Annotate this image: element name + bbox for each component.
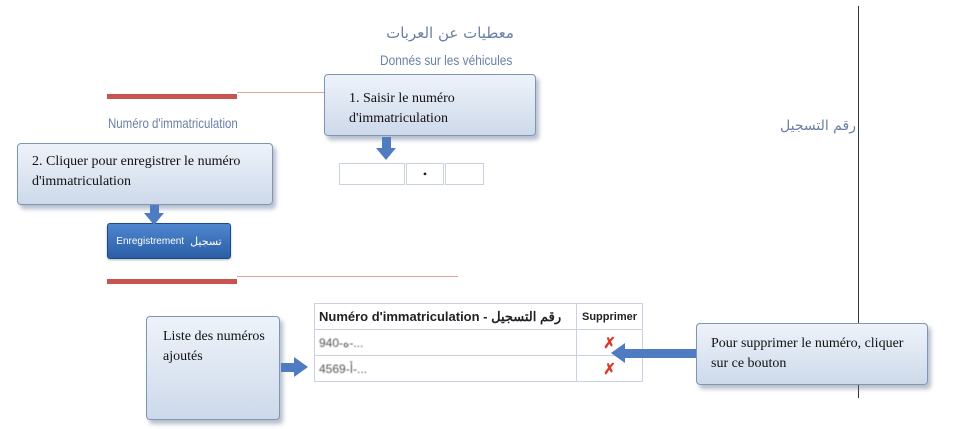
plate-numbers-table (314, 303, 643, 382)
delete-icon[interactable]: ✗ (577, 356, 643, 382)
column-header-delete: Supprimer (577, 304, 643, 330)
callout-delete-number (696, 323, 928, 385)
arrow-down-head-icon-2 (144, 213, 164, 225)
arrow-right-head-icon (294, 357, 308, 377)
callout-delete-number-text: Pour supprimer le numéro, cliquer sur ce bouton (711, 336, 904, 371)
arrow-down-head-icon (376, 148, 396, 160)
arrow-left-icon (624, 349, 696, 358)
plate-number-input-left[interactable] (339, 163, 405, 185)
callout-step-enter-number (324, 74, 536, 136)
table-header-row (315, 304, 643, 330)
callout-step-register-text: 2. Cliquer pour enregistrer le numéro d'immatriculation (32, 154, 241, 189)
plate-number-letter-select[interactable] (406, 163, 444, 185)
arrow-right-icon (281, 363, 295, 372)
callout-step-enter-number-text: 1. Saisir le numéro d'immatriculation (349, 91, 455, 126)
table-row (315, 330, 643, 356)
plate-separator-dot: • (422, 167, 428, 181)
column-header-number: Numéro d'immatriculation - رقم التسجيل (315, 304, 577, 330)
callout-step-register (17, 143, 273, 205)
plate-number-cell: 4569-أ-... (315, 356, 577, 382)
separator-accent-bottom (107, 279, 237, 284)
plate-number-label-french: Numéro d'immatriculation (108, 115, 238, 131)
register-button-label-french: Enregistrement (116, 235, 185, 247)
section-title-french: Donnés sur les véhicules (380, 52, 513, 68)
plate-number-label-arabic: رقم التسجيل (780, 118, 856, 134)
callout-list-added-numbers (146, 316, 280, 420)
callout-list-added-numbers-text: Liste des numéros ajoutés (163, 329, 265, 364)
register-button[interactable] (107, 223, 231, 259)
arrow-left-head-icon (611, 343, 625, 363)
register-button-label-arabic: تسجيل (190, 234, 222, 248)
table-row (315, 356, 643, 382)
section-title-arabic: معطيات عن العربات (386, 24, 514, 42)
delete-icon[interactable]: ✗ (577, 330, 643, 356)
separator-accent-top (107, 94, 237, 99)
plate-number-input-right[interactable] (445, 163, 484, 185)
separator-line-bottom (237, 276, 458, 277)
plate-number-cell: 940-ه-... (315, 330, 577, 356)
